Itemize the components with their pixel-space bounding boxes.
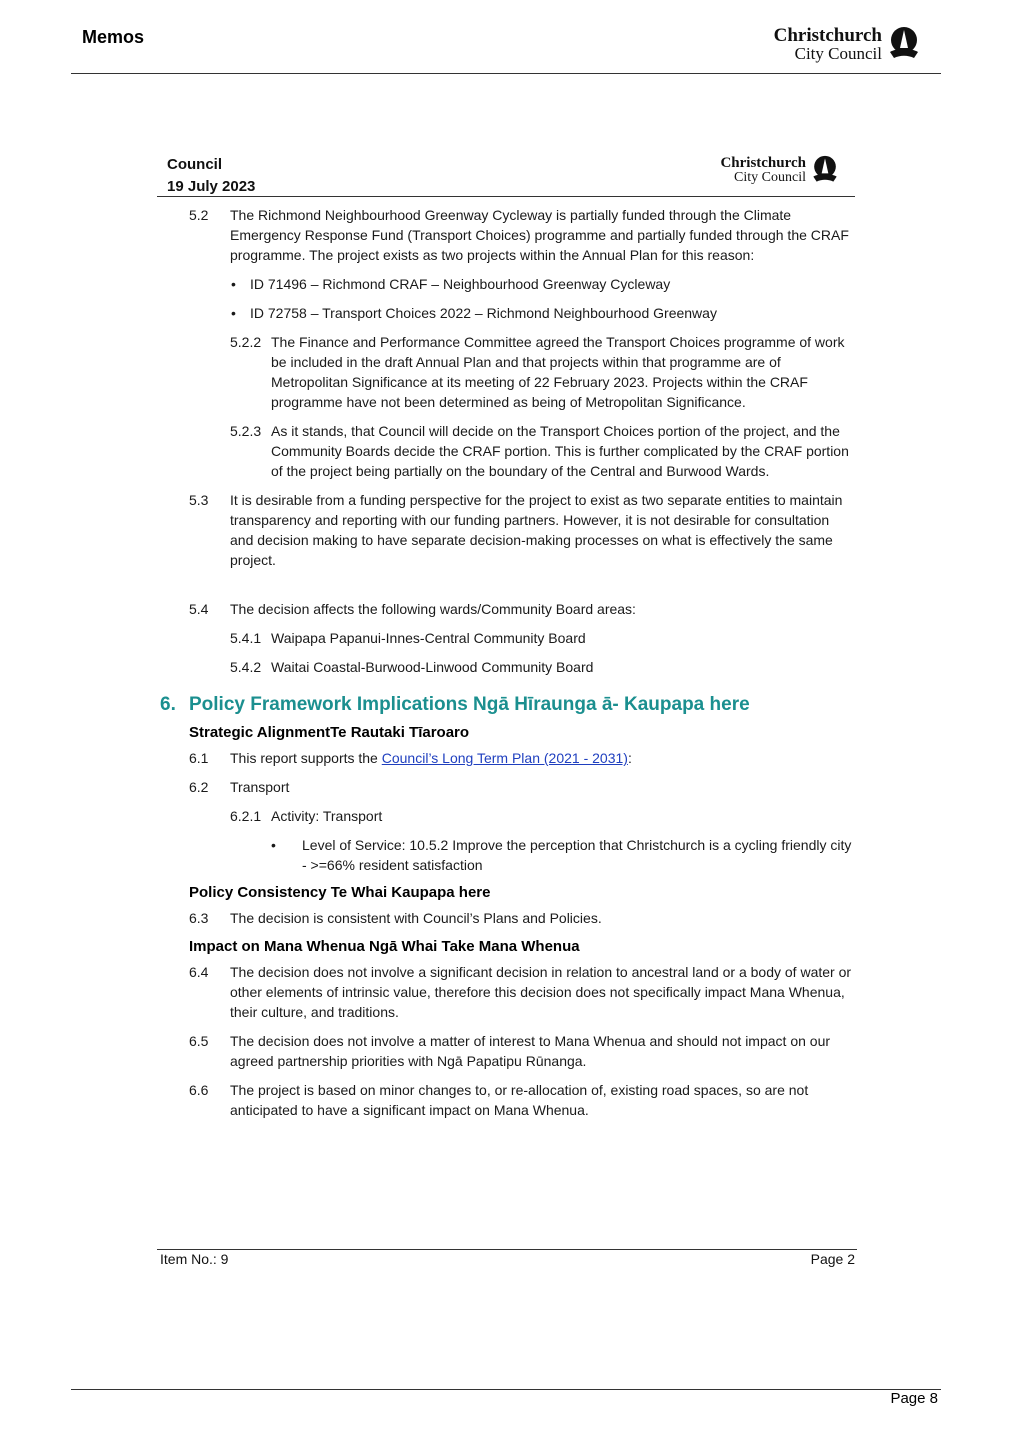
meeting-date: 19 July 2023 <box>167 178 256 195</box>
paragraph-text: The decision is consistent with Council’s Plans and Policies. <box>230 910 602 926</box>
list-item <box>160 835 855 875</box>
outer-council-logo <box>774 26 922 62</box>
paragraph-number: 5.2.2 <box>230 334 262 350</box>
subheading-mana-whenua: Impact on Mana Whenua Ngā Whai Take Mana Whenua <box>189 938 580 955</box>
outer-logo-line2: City Council <box>794 44 882 63</box>
paragraph-5-4-2 <box>160 657 855 677</box>
inner-header <box>167 154 255 198</box>
paragraph-text: Waipapa Papanui-Innes-Central Community Board <box>271 630 586 646</box>
paragraph-5-4-1 <box>160 628 855 648</box>
outer-footer-rule <box>71 1389 941 1390</box>
list-item-text: Level of Service: 10.5.2 Improve the perception that Christchurch is a cycling friendly city - >=66% resident satisfaction <box>302 837 852 873</box>
paragraph-text: This report supports the <box>230 750 382 766</box>
subheading-policy-consistency: Policy Consistency Te Whai Kaupapa here <box>189 884 491 901</box>
paragraph-text: It is desirable from a funding perspective for the project to exist as two separate entities to maintain transparency and reporting with our funding partners. However, it is not desirable for consultation and decision making to have separate decision-making processes on what is effectively the same project. <box>230 492 843 568</box>
inner-logo-line1: Christchurch <box>720 154 806 171</box>
section-number: 6. <box>160 694 176 715</box>
inner-logo-line2: City Council <box>734 169 806 185</box>
paragraph-5-4 <box>160 599 855 619</box>
paragraph-6-3 <box>160 908 855 928</box>
inner-council-logo <box>720 155 840 185</box>
section-title: Policy Framework Implications Ngā Hīraunga ā- Kaupapa here <box>189 694 750 715</box>
bullet-icon: • <box>231 305 236 321</box>
paragraph-text: As it stands, that Council will decide on the Transport Choices portion of the project, and the Community Boards decide the CRAF portion. This is further complicated by the CRAF portion of the project being partially on the boundary of the Central and Burwood Wards. <box>271 423 849 479</box>
paragraph-number: 6.1 <box>189 750 209 766</box>
paragraph-5-3 <box>160 490 855 570</box>
memo-title: Memos <box>82 27 145 47</box>
paragraph-number: 6.2.1 <box>230 808 262 824</box>
paragraph-text: Waitai Coastal-Burwood-Linwood Community Board <box>271 659 594 675</box>
list-item-text: ID 72758 – Transport Choices 2022 – Richmond Neighbourhood Greenway <box>250 305 717 321</box>
paragraph-text: Activity: Transport <box>271 808 383 824</box>
paragraph-number: 6.2 <box>189 779 209 795</box>
paragraph-text: The Richmond Neighbourhood Greenway Cycleway is partially funded through the Climate Emergency Response Fund (Transport Choices) programme and partially funded through the CRAF programme. The project exists as two projects within the Annual Plan for this reason: <box>230 207 849 263</box>
inner-footer-rule <box>157 1249 857 1250</box>
paragraph-number: 6.5 <box>189 1033 209 1049</box>
outer-logo-line1: Christchurch <box>773 25 882 46</box>
paragraph-6-2-1 <box>160 806 855 826</box>
document-body <box>160 205 855 1129</box>
bullet-icon: • <box>271 837 276 853</box>
inner-footer-page: Page 2 <box>810 1251 855 1267</box>
section-6-heading <box>160 695 855 715</box>
meeting-name: Council <box>167 156 222 173</box>
paragraph-number: 5.4 <box>189 601 209 617</box>
paragraph-5-2-2 <box>160 332 855 412</box>
paragraph-number: 5.2.3 <box>230 423 262 439</box>
paragraph-text: The decision affects the following wards/Community Board areas: <box>230 601 636 617</box>
outer-page-number: Page 8 <box>890 1390 938 1407</box>
paragraph-6-1 <box>160 748 855 768</box>
paragraph-number: 6.4 <box>189 964 209 980</box>
inner-footer-item: Item No.: 9 <box>160 1251 229 1267</box>
paragraph-text: The project is based on minor changes to, or re-allocation of, existing road spaces, so are not anticipated to have a significant impact on Mana Whenua. <box>230 1082 809 1118</box>
inner-header-rule <box>157 196 855 197</box>
list-item-text: ID 71496 – Richmond CRAF – Neighbourhood Greenway Cycleway <box>250 276 671 292</box>
paragraph-number: 6.3 <box>189 910 209 926</box>
paragraph-5-2-3 <box>160 421 855 481</box>
paragraph-text: The Finance and Performance Committee agreed the Transport Choices programme of work be included in the draft Annual Plan and that projects within that programme are of Metropolitan Significance at its meeting of 22 February 2023. Projects within the CRAF programme have not been determined as being of Metropolitan Significance. <box>271 334 845 410</box>
paragraph-text: Transport <box>230 779 290 795</box>
paragraph-6-2 <box>160 777 855 797</box>
list-item <box>160 274 855 294</box>
paragraph-6-5 <box>160 1031 855 1071</box>
paragraph-text-tail: : <box>627 750 632 766</box>
paragraph-number: 5.2 <box>189 207 209 223</box>
long-term-plan-link[interactable]: Council’s Long Term Plan (2021 - 2031) <box>381 750 628 766</box>
outer-header-rule <box>71 73 941 74</box>
list-item <box>160 303 855 323</box>
paragraph-number: 5.4.2 <box>230 659 262 675</box>
paragraph-6-4 <box>160 962 855 1022</box>
paragraph-text: The decision does not involve a significant decision in relation to ancestral land or a body of water or other elements of intrinsic value, therefore this decision does not specifically impact Mana Whenua, their culture, and traditions. <box>230 964 852 1020</box>
paragraph-5-2 <box>160 205 855 265</box>
council-emblem-icon <box>810 155 840 185</box>
council-emblem-icon <box>886 26 922 62</box>
paragraph-number: 5.3 <box>189 492 209 508</box>
bullet-icon: • <box>231 276 236 292</box>
paragraph-6-6 <box>160 1080 855 1120</box>
paragraph-text: The decision does not involve a matter of interest to Mana Whenua and should not impact on our agreed partnership priorities with Ngā Papatipu Rūnanga. <box>230 1033 831 1069</box>
paragraph-number: 6.6 <box>189 1082 209 1098</box>
paragraph-number: 5.4.1 <box>230 630 262 646</box>
subheading-strategic-alignment: Strategic AlignmentTe Rautaki Tīaroaro <box>189 724 470 741</box>
